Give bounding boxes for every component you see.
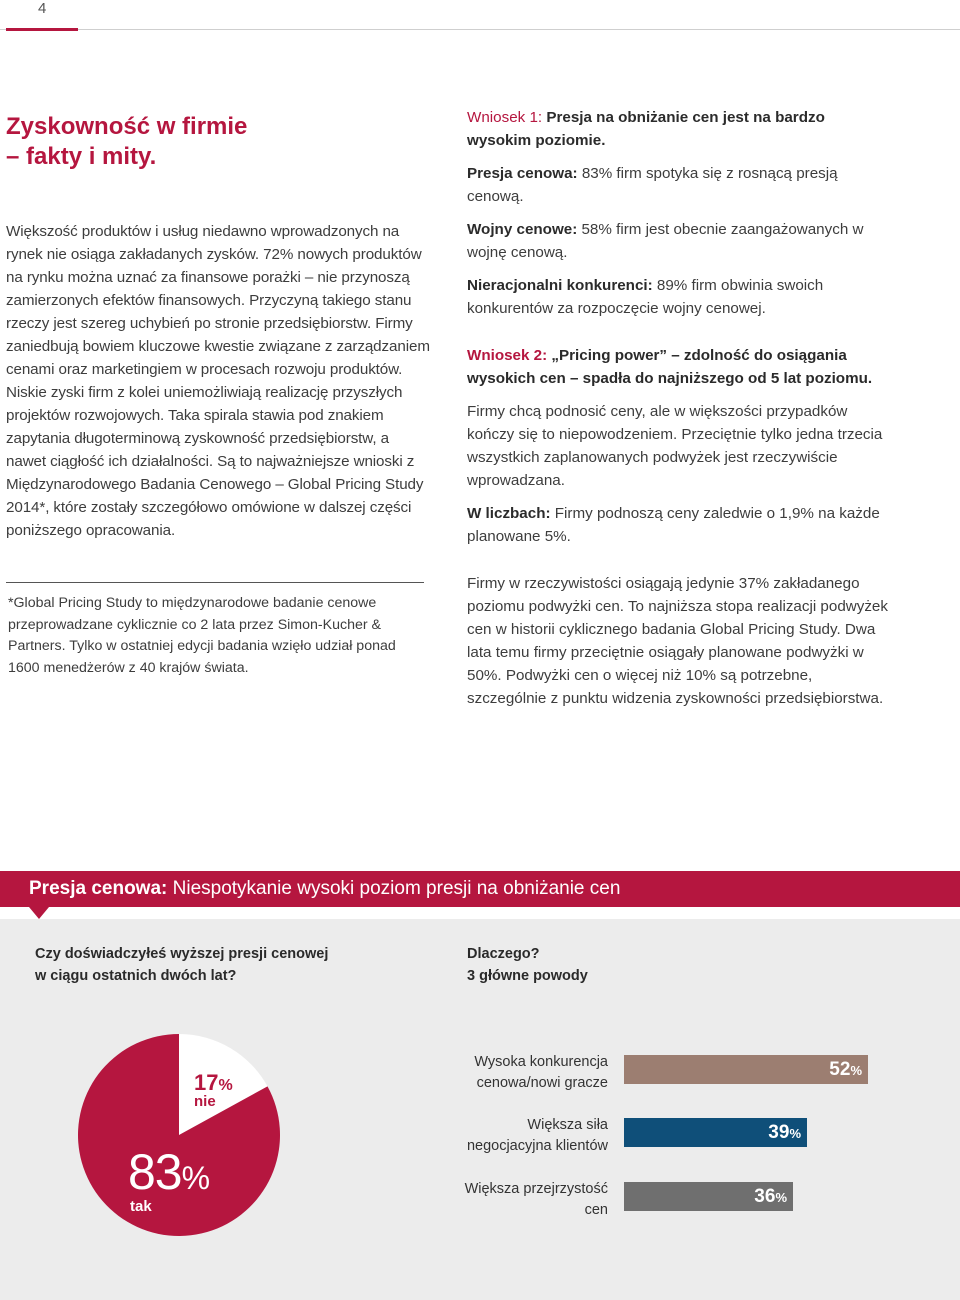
- survey-section: [0, 919, 960, 1300]
- price-increase-paragraph: Firmy chcą podnosić ceny, ale w większości przypadków kończy się to niepowodzeniem. Przeciętnie tylko jedna trzecia wszystkich zaplanowanych podwyżek jest rzeczywiście wprowadzana.: [467, 403, 883, 489]
- bar-competition: [624, 1055, 868, 1084]
- left-column: [6, 112, 430, 679]
- bar-label-negotiation: Większa siła negocjacyjna klientów: [466, 1117, 608, 1154]
- section-banner: [0, 871, 960, 907]
- price-wars-point: [467, 218, 892, 264]
- question-right-line-1: Dlaczego?: [467, 946, 540, 962]
- irrational-competitors-text: 89% firm obwinia swoich konkurentów za rozpoczęcie wojny cenowej.: [467, 277, 824, 317]
- pressure-pie-chart: [76, 1032, 282, 1238]
- price-pressure-label: Presja cenowa:: [467, 165, 578, 182]
- conclusion-1-text: Presja na obniżanie cen jest na bardzo wysokim poziomie.: [467, 109, 825, 149]
- banner-title: [29, 871, 620, 907]
- bar-label-transparency: Większa przejrzystość cen: [464, 1181, 608, 1218]
- question-left-line-1: Czy doświadczyłeś wyższej presji cenowej: [35, 946, 329, 962]
- question-left-line-2: w ciągu ostatnich dwóch lat?: [35, 968, 237, 984]
- banner-text: Niespotykanie wysoki poziom presji na obniżanie cen: [167, 878, 621, 899]
- conclusion-2-label: Wniosek 2:: [467, 347, 548, 364]
- question-right: [467, 943, 588, 987]
- question-right-line-2: 3 główne powody: [467, 968, 588, 984]
- conclusion-2-text: „Pricing power” – zdolność do osiągania wysokich cen – spadła do najniższego od 5 lat poziomu.: [467, 347, 873, 387]
- irrational-competitors-label: Nieracjonalni konkurenci:: [467, 277, 653, 294]
- title-line-2: – fakty i mity.: [6, 143, 157, 170]
- price-wars-text: 58% firm jest obecnie zaangażowanych w wojnę cenową.: [467, 221, 864, 261]
- right-column: [467, 106, 892, 720]
- bar-value-transparency: 36%: [754, 1186, 787, 1207]
- price-pressure-point: [467, 162, 892, 208]
- intro-paragraph: Większość produktów i usług niedawno wprowadzonych na rynek nie osiąga zakładanych zysków. 72% nowych produktów na rynku można uznać za finansowe porażki – nie przynoszą zamierzonych efektów finansowych. Przyczyną takiego stanu rzeczy jest szereg uchybień po stronie przedsiębiorstw. Firmy zaniedbują bowiem kluczowe kwestie związane z zarządzaniem cenami oraz marketingiem w procesach rozwoju produktów. Niskie zyski firm z kolei uniemożliwiają realizację przyszłych projektów rozwojowych. Taka spirala stawia pod znakiem zapytania długoterminową zyskowność przedsiębiorstw, a nawet ciągłość ich działalności. Są to najważniejsze wnioski z Międzynarodowego Badania Cenowego – Global Pricing Study 2014*, które zostały szczegółowo omówione w dalszej części poniższego opracowania.: [6, 223, 430, 539]
- footnote-rule: [6, 582, 424, 583]
- banner-pointer: [29, 907, 49, 919]
- conclusion-1-label: Wniosek 1:: [467, 109, 543, 126]
- in-numbers-label: W liczbach:: [467, 505, 551, 522]
- irrational-competitors-point: [467, 274, 892, 320]
- bar-value-negotiation: 39%: [768, 1122, 801, 1143]
- header-rule: [0, 29, 960, 30]
- header-accent-rule: [6, 28, 78, 31]
- in-numbers-text: Firmy podnoszą ceny zaledwie o 1,9% na każde planowane 5%.: [467, 505, 880, 545]
- conclusion-1: [467, 106, 892, 152]
- pie-label-nie: nie: [194, 1093, 216, 1110]
- title-line-1: Zyskowność w firmie: [6, 113, 248, 140]
- in-numbers-point: [467, 502, 892, 548]
- pie-label-nie-value: 17%: [194, 1070, 233, 1095]
- article-title: [6, 112, 430, 172]
- footnote: *Global Pricing Study to międzynarodowe badanie cenowe przeprowadzane cyklicznie co 2 lata przez Simon-Kucher & Partners. Tylko w ostatniej edycji badania wzięło udział ponad 1600 menedżerów z 40 krajów świata.: [8, 595, 396, 676]
- realization-paragraph: Firmy w rzeczywistości osiągają jedynie 37% zakładanego poziomu podwyżki cen. To najniższa stopa realizacji podwyżek cen w historii cyklicznego badania Global Pricing Study. Dwa lata temu firmy przeciętnie osiągały planowane podwyżki w 50%. Podwyżki cen o więcej niż 10% są potrzebne, szczególnie z punktu widzenia zyskowności przedsiębiorstwa.: [467, 575, 888, 707]
- page-number: 4: [38, 0, 47, 17]
- bar-negotiation: [624, 1118, 807, 1147]
- question-left: [35, 943, 328, 987]
- pie-label-tak-value: 83%: [128, 1144, 210, 1200]
- pie-label-tak: tak: [130, 1198, 152, 1215]
- price-wars-label: Wojny cenowe:: [467, 221, 578, 238]
- banner-label: Presja cenowa:: [29, 878, 168, 899]
- conclusion-2: [467, 344, 892, 390]
- bar-value-competition: 52%: [829, 1059, 862, 1080]
- bar-label-competition: Wysoka konkurencja cenowa/nowi gracze: [474, 1054, 608, 1091]
- price-pressure-text: 83% firm spotyka się z rosnącą presją cenową.: [467, 165, 838, 205]
- bar-transparency: [624, 1182, 793, 1211]
